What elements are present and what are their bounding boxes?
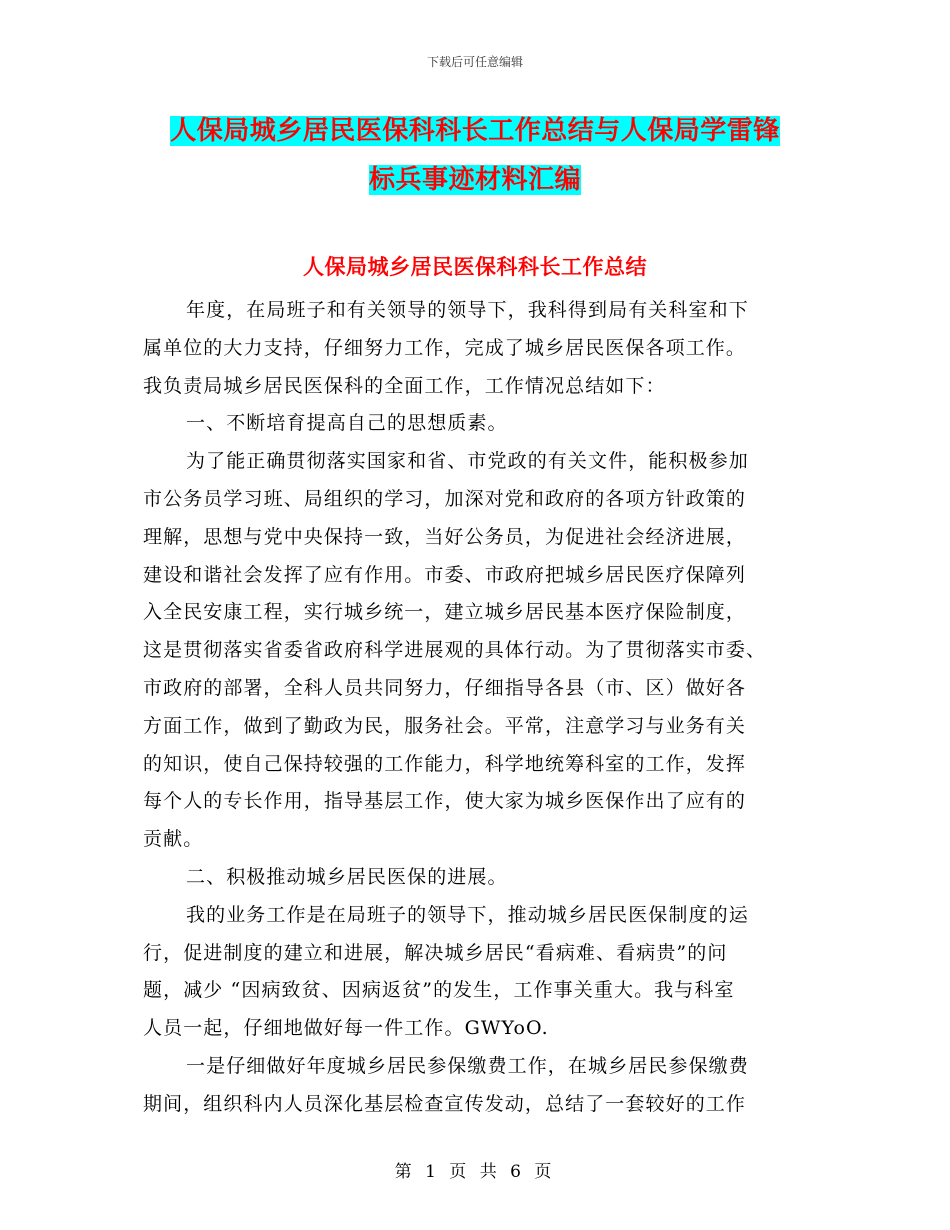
body-line: 题，减少 “因病致贫、因病返贫”的发生，工作事关重大。我与科室 [143, 979, 735, 1002]
document-title [143, 108, 807, 206]
body-line: 每个人的专长作用，指导基层工作，使大家为城乡医保作出了应有的 [143, 790, 747, 813]
body-line: 市公务员学习班、局组织的学习，加深对党和政府的各项方针政策的 [143, 487, 747, 510]
body-line: 入全民安康工程，实行城乡统一，建立城乡居民基本医疗保险制度， [143, 601, 747, 624]
body-line: 为了能正确贯彻落实国家和省、市党政的有关文件，能积极参加 [186, 450, 749, 473]
body-line: 属单位的大力支持，仔细努力工作，完成了城乡居民医保各项工作。 [143, 336, 747, 359]
body-text [143, 292, 803, 1124]
body-line: 期间，组织科内人员深化基层检查宣传发动，总结了一套较好的工作 [143, 1092, 747, 1115]
body-line: 这是贯彻落实省委省政府科学进展观的具体行动。为了贯彻落实市委、 [143, 639, 767, 662]
body-line: 年度，在局班子和有关领导的领导下，我科得到局有关科室和下 [186, 299, 749, 321]
body-line: 我的业务工作是在局班子的领导下，推动城乡居民医保制度的运 [186, 903, 749, 926]
body-line: 我负责局城乡居民医保科的全面工作，工作情况总结如下： [143, 374, 666, 397]
body-line: 贡献。 [143, 828, 204, 851]
document-title-line-2: 标兵事迹材料汇编 [368, 165, 581, 195]
body-line: 一、不断培育提高自己的思想质素。 [186, 412, 508, 435]
page-footer: 第 1 页 共 6 页 [394, 1162, 556, 1182]
body-line: 行，促进制度的建立和进展，解决城乡居民“看病难、看病贵”的问 [143, 941, 728, 964]
body-line: 的知识，使自己保持较强的工作能力，科学地统筹科室的工作，发挥 [143, 752, 747, 775]
body-line: 方面工作，做到了勤政为民，服务社会。平常，注意学习与业务有关 [143, 714, 747, 737]
header-note: 下载后可任意编辑 [426, 55, 523, 69]
body-line: 人员一起，仔细地做好每一件工作。GWYoO. [143, 1017, 549, 1040]
body-line: 一是仔细做好年度城乡居民参保缴费工作，在城乡居民参保缴费 [186, 1054, 749, 1077]
body-line: 建设和谐社会发挥了应有作用。市委、市政府把城乡居民医疗保障列 [143, 563, 747, 586]
section-title: 人保局城乡居民医保科科长工作总结 [303, 254, 647, 279]
body-line: 市政府的部署，全科人员共同努力，仔细指导各县（市、区）做好各 [143, 676, 747, 699]
body-line: 二、积极推动城乡居民医保的进展。 [186, 865, 508, 888]
body-line: 理解，思想与党中央保持一致，当好公务员，为促进社会经济进展， [143, 525, 747, 548]
document-title-line-1: 人保局城乡居民医保科科长工作总结与人保局学雷锋 [170, 116, 780, 146]
